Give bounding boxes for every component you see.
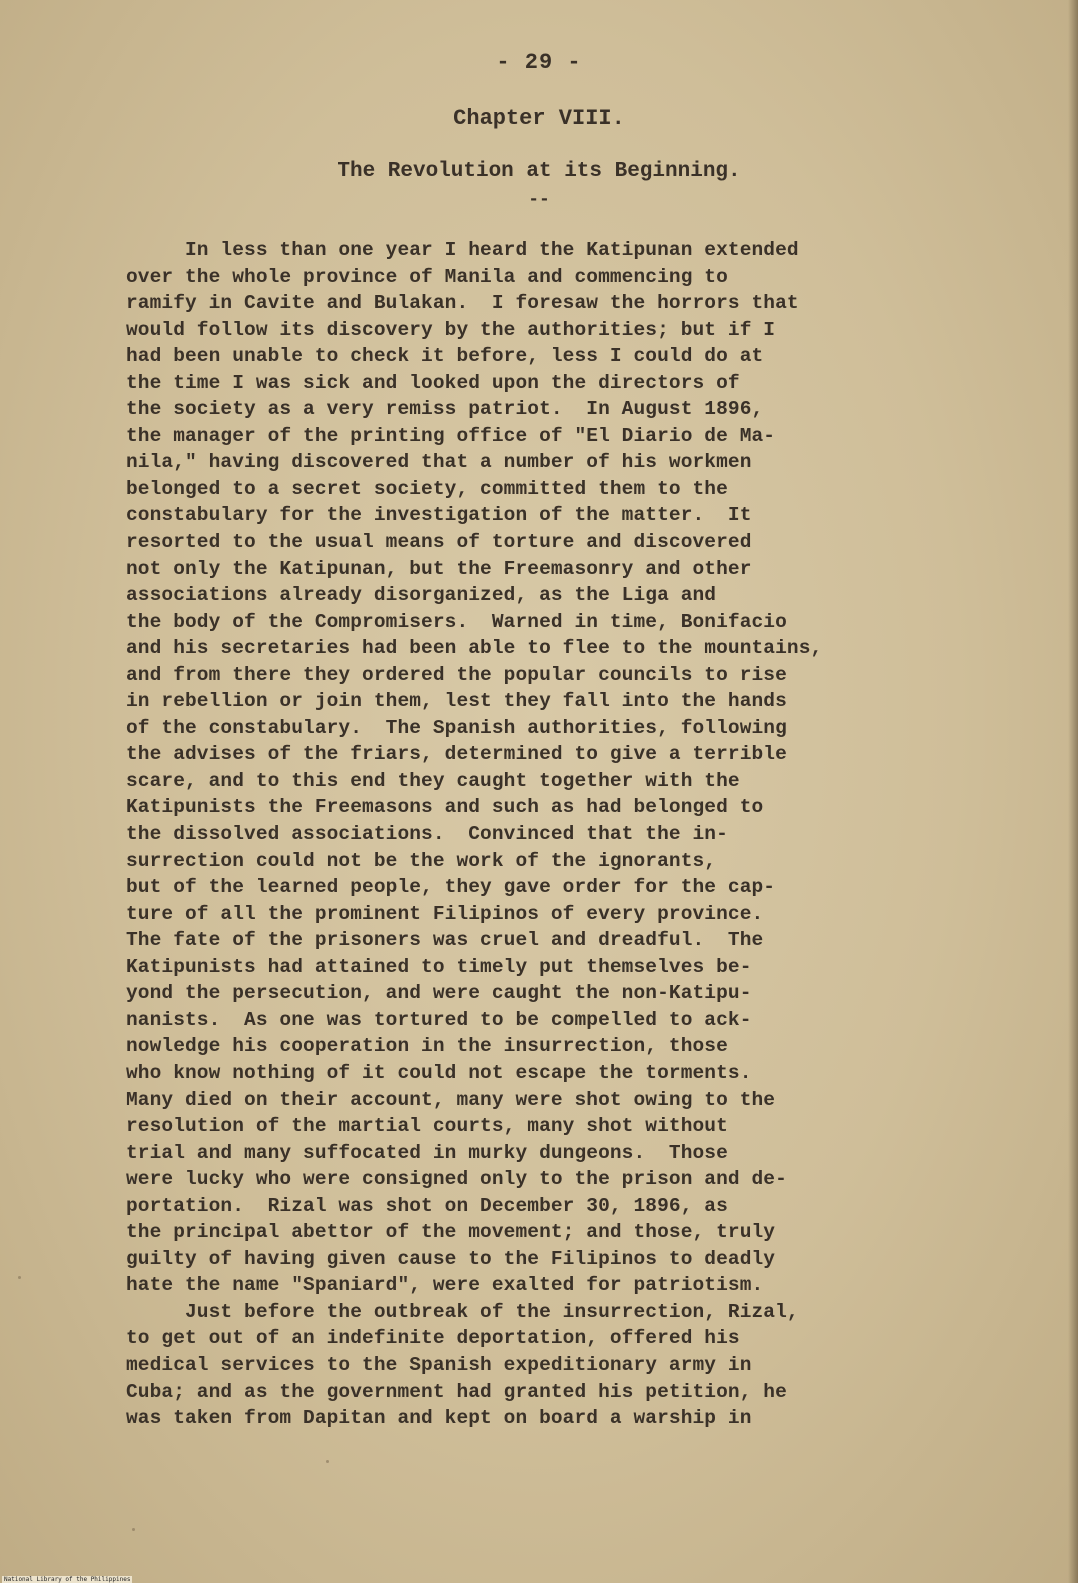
text-line: the dissolved associations. Convinced that the in- <box>126 823 728 846</box>
chapter-subtitle: The Revolution at its Beginning. <box>337 160 741 183</box>
text-line: not only the Katipunan, but the Freemasonry and other <box>126 557 752 580</box>
text-line: Katipunists the Freemasons and such as had belonged to <box>126 796 764 819</box>
text-line: trial and many suffocated in murky dungeons. Those <box>126 1141 728 1164</box>
text-line: the society as a very remiss patriot. In August 1896, <box>126 398 764 421</box>
body-text <box>126 237 926 1432</box>
text-line: medical services to the Spanish expeditionary army in <box>126 1353 752 1376</box>
text-line: over the whole province of Manila and commencing to <box>126 265 728 288</box>
text-line: scare, and to this end they caught together with the <box>126 769 740 792</box>
text-line: were lucky who were consigned only to the prison and de- <box>126 1168 787 1191</box>
text-line: of the constabulary. The Spanish authorities, following <box>126 716 787 739</box>
chapter-heading: Chapter VIII. <box>453 106 625 131</box>
text-line: constabulary for the investigation of the matter. It <box>126 504 752 527</box>
text-line: Just before the outbreak of the insurrection, Rizal, <box>126 1300 799 1323</box>
library-credit: National Library of the Philippines <box>4 1576 131 1583</box>
text-line: the body of the Compromisers. Warned in time, Bonifacio <box>126 610 787 633</box>
text-line: Cuba; and as the government had granted his petition, he <box>126 1380 787 1403</box>
text-line: nila," having discovered that a number of his workmen <box>126 451 752 474</box>
text-line: associations already disorganized, as the Liga and <box>126 584 717 607</box>
text-line: but of the learned people, they gave order for the cap- <box>126 876 776 899</box>
text-line: ramify in Cavite and Bulakan. I foresaw the horrors that <box>126 292 799 315</box>
paper-speck <box>132 1528 135 1531</box>
text-line: in rebellion or join them, lest they fall into the hands <box>126 690 787 713</box>
text-line: In less than one year I heard the Katipunan extended <box>126 239 799 261</box>
paper-speck <box>326 1460 329 1463</box>
text-line: was taken from Dapitan and kept on board a warship in <box>126 1407 752 1430</box>
heading-rule: -- <box>528 190 550 210</box>
text-line: resolution of the martial courts, many shot without <box>126 1115 728 1138</box>
text-line: surrection could not be the work of the ignorants, <box>126 849 717 872</box>
text-line: the advises of the friars, determined to give a terrible <box>126 743 787 766</box>
text-line: hate the name "Spaniard", were exalted for patriotism. <box>126 1274 764 1297</box>
text-line: would follow its discovery by the authorities; but if I <box>126 318 776 341</box>
text-line: yond the persecution, and were caught the non-Katipu- <box>126 982 752 1005</box>
text-line: to get out of an indefinite deportation, offered his <box>126 1327 740 1350</box>
text-line: guilty of having given cause to the Filipinos to deadly <box>126 1247 776 1270</box>
text-line: ture of all the prominent Filipinos of every province. <box>126 902 764 925</box>
text-line: the manager of the printing office of "El Diario de Ma- <box>126 424 776 447</box>
text-line: who know nothing of it could not escape the torments. <box>126 1061 752 1084</box>
text-line: Many died on their account, many were shot owing to the <box>126 1088 776 1111</box>
paper-speck <box>18 1276 21 1279</box>
text-line: the time I was sick and looked upon the directors of <box>126 371 740 394</box>
text-line: belonged to a secret society, committed them to the <box>126 477 728 500</box>
text-line: and his secretaries had been able to flee to the mountains, <box>126 637 823 660</box>
text-line: The fate of the prisoners was cruel and dreadful. The <box>126 929 764 952</box>
text-line: Katipunists had attained to timely put themselves be- <box>126 955 752 978</box>
text-line: and from there they ordered the popular councils to rise <box>126 663 787 686</box>
text-line: nowledge his cooperation in the insurrection, those <box>126 1035 728 1058</box>
text-line: portation. Rizal was shot on December 30, 1896, as <box>126 1194 728 1217</box>
text-line: resorted to the usual means of torture and discovered <box>126 531 752 554</box>
page-edge-shadow <box>1068 0 1078 1583</box>
text-line: had been unable to check it before, less I could do at <box>126 345 764 368</box>
text-line: nanists. As one was tortured to be compelled to ack- <box>126 1008 752 1031</box>
text-line: the principal abettor of the movement; and those, truly <box>126 1221 776 1244</box>
page-number: - 29 - <box>496 50 582 75</box>
